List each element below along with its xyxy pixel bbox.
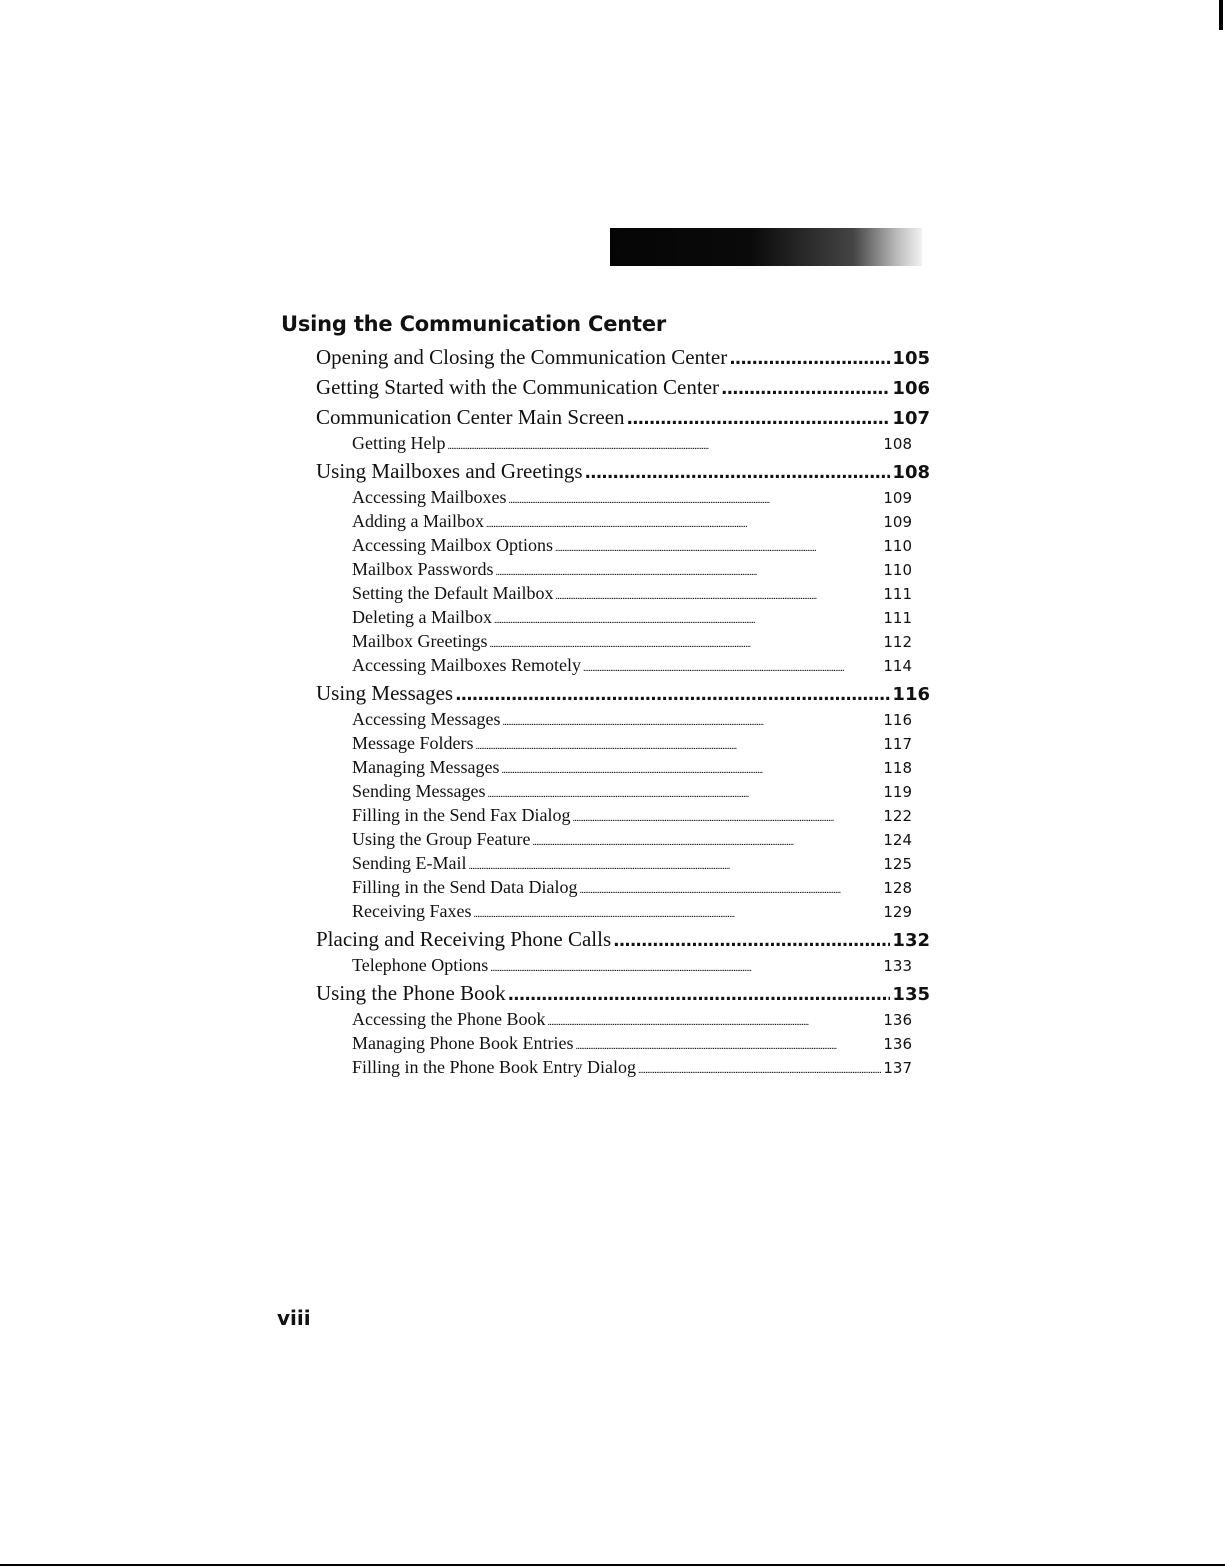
dot-leader <box>638 1056 881 1082</box>
dot-leader <box>508 486 881 512</box>
toc-entry-subsection <box>352 780 912 803</box>
toc-entry-label: Getting Help <box>352 433 446 453</box>
dot-leader <box>489 630 881 656</box>
toc-entry-label: Placing and Receiving Phone Calls <box>316 927 612 951</box>
toc-entry-subsection <box>352 708 912 731</box>
toc-entry-page-number: 125 <box>883 855 912 873</box>
toc-entry-label: Getting Started with the Communication Center <box>316 375 720 399</box>
dot-leader <box>721 374 890 402</box>
toc-entry-page-number: 109 <box>883 513 912 531</box>
toc-entry-subsection <box>352 1032 912 1055</box>
dot-leader <box>475 732 881 758</box>
dot-leader <box>532 828 881 854</box>
toc-entry-section <box>316 458 930 484</box>
toc-entry-page-number: 136 <box>883 1011 912 1029</box>
toc-entry-subsection <box>352 558 912 581</box>
dot-leader <box>502 708 881 734</box>
bottom-rule <box>0 1564 1225 1566</box>
toc-entry-label: Sending E-Mail <box>352 853 467 873</box>
toc-entry-page-number: 119 <box>883 783 912 801</box>
toc-entry-page-number: 111 <box>883 585 912 603</box>
toc-entry-label: Deleting a Mailbox <box>352 607 492 627</box>
toc-entry-page-number: 137 <box>883 1059 912 1077</box>
toc-entry-label: Accessing Mailbox Options <box>352 535 553 555</box>
dot-leader <box>494 606 881 632</box>
toc-entry-subsection <box>352 732 912 755</box>
dot-leader <box>547 1008 881 1034</box>
toc-entry-label: Accessing Mailboxes <box>352 487 507 507</box>
toc-entry-section <box>316 344 930 370</box>
dot-leader <box>555 534 881 560</box>
dot-leader <box>585 458 891 486</box>
toc-entry-page-number: 122 <box>883 807 912 825</box>
toc-entry-subsection <box>352 486 912 509</box>
dot-leader <box>496 558 882 584</box>
toc-entry-page-number: 117 <box>883 735 912 753</box>
toc-entry-label: Filling in the Send Data Dialog <box>352 877 578 897</box>
toc-entry-section <box>316 374 930 400</box>
toc-entry-label: Managing Phone Book Entries <box>352 1033 574 1053</box>
toc-entry-label: Accessing Messages <box>352 709 501 729</box>
toc-entry-subsection <box>352 852 912 875</box>
toc-entry-page-number: 133 <box>883 957 912 975</box>
toc-entry-label: Mailbox Greetings <box>352 631 488 651</box>
toc-entry-page-number: 106 <box>892 378 930 399</box>
page-folio: viii <box>277 1306 311 1330</box>
toc-entry-label: Communication Center Main Screen <box>316 405 625 429</box>
toc-entry-page-number: 108 <box>883 435 912 453</box>
toc-entry-subsection <box>352 756 912 779</box>
toc-entry-subsection <box>352 1008 912 1031</box>
toc-entry-label: Setting the Default Mailbox <box>352 583 554 603</box>
toc-entry-page-number: 105 <box>892 348 930 369</box>
toc-entry-page-number: 110 <box>883 537 912 555</box>
toc-entry-label: Sending Messages <box>352 781 486 801</box>
toc-entry-label: Using the Group Feature <box>352 829 531 849</box>
toc-entry-page-number: 108 <box>892 462 930 483</box>
toc-entry-label: Adding a Mailbox <box>352 511 484 531</box>
toc-entry-page-number: 107 <box>892 408 930 429</box>
toc-entry-subsection <box>352 900 912 923</box>
dot-leader <box>473 900 881 926</box>
toc-entry-label: Message Folders <box>352 733 474 753</box>
dot-leader <box>469 852 882 878</box>
toc-entry-page-number: 124 <box>883 831 912 849</box>
dot-leader <box>555 582 881 608</box>
toc-entry-label: Using Mailboxes and Greetings <box>316 459 583 483</box>
toc-entry-subsection <box>352 582 912 605</box>
toc-entry-subsection <box>352 654 912 677</box>
toc-entry-subsection <box>352 630 912 653</box>
toc-entry-subsection <box>352 804 912 827</box>
dot-leader <box>486 510 881 536</box>
toc-entry-page-number: 129 <box>883 903 912 921</box>
toc-entry-page-number: 111 <box>883 609 912 627</box>
toc-entry-page-number: 132 <box>892 930 930 951</box>
dot-leader <box>573 804 882 830</box>
toc-entry-page-number: 136 <box>883 1035 912 1053</box>
toc-entry-subsection <box>352 606 912 629</box>
dot-leader <box>455 680 890 708</box>
dot-leader <box>447 432 881 458</box>
toc-entry-label: Receiving Faxes <box>352 901 472 921</box>
dot-leader <box>579 876 881 902</box>
toc-entry-section <box>316 680 930 706</box>
toc-entry-label: Managing Messages <box>352 757 500 777</box>
dot-leader <box>583 654 881 680</box>
dot-leader <box>501 756 881 782</box>
toc-entry-subsection <box>352 510 912 533</box>
toc-entry-label: Telephone Options <box>352 955 489 975</box>
toc-entry-subsection <box>352 828 912 851</box>
toc-entry-subsection <box>352 876 912 899</box>
toc-entry-subsection <box>352 534 912 557</box>
toc-entry-label: Accessing the Phone Book <box>352 1009 546 1029</box>
toc-entry-section <box>316 404 930 430</box>
dot-leader <box>627 404 891 432</box>
dot-leader <box>508 980 891 1008</box>
toc-entry-page-number: 114 <box>883 657 912 675</box>
toc-entry-subsection <box>352 1056 912 1079</box>
toc-entry-page-number: 112 <box>883 633 912 651</box>
toc-entry-page-number: 118 <box>883 759 912 777</box>
toc-entry-label: Accessing Mailboxes Remotely <box>352 655 581 675</box>
dot-leader <box>488 780 882 806</box>
dot-leader <box>729 344 890 372</box>
toc-entry-page-number: 116 <box>892 684 930 705</box>
toc-entry-label: Opening and Closing the Communication Center <box>316 345 728 369</box>
toc-entry-page-number: 116 <box>883 711 912 729</box>
toc-entry-page-number: 110 <box>883 561 912 579</box>
toc-entry-subsection <box>352 954 912 977</box>
toc-entry-label: Using the Phone Book <box>316 981 506 1005</box>
toc-entry-label: Using Messages <box>316 681 454 705</box>
toc-entry-page-number: 109 <box>883 489 912 507</box>
toc-entry-subsection <box>352 432 912 455</box>
toc-entry-page-number: 128 <box>883 879 912 897</box>
toc-entry-label: Mailbox Passwords <box>352 559 494 579</box>
toc-entry-label: Filling in the Send Fax Dialog <box>352 805 571 825</box>
toc-entry-page-number: 135 <box>892 984 930 1005</box>
dot-leader <box>490 954 881 980</box>
toc-entry-section <box>316 926 930 952</box>
dot-leader <box>613 926 890 954</box>
section-heading: Using the Communication Center <box>281 312 667 336</box>
toc-entry-label: Filling in the Phone Book Entry Dialog <box>352 1057 636 1077</box>
toc-entry-section <box>316 980 930 1006</box>
dot-leader <box>575 1032 881 1058</box>
